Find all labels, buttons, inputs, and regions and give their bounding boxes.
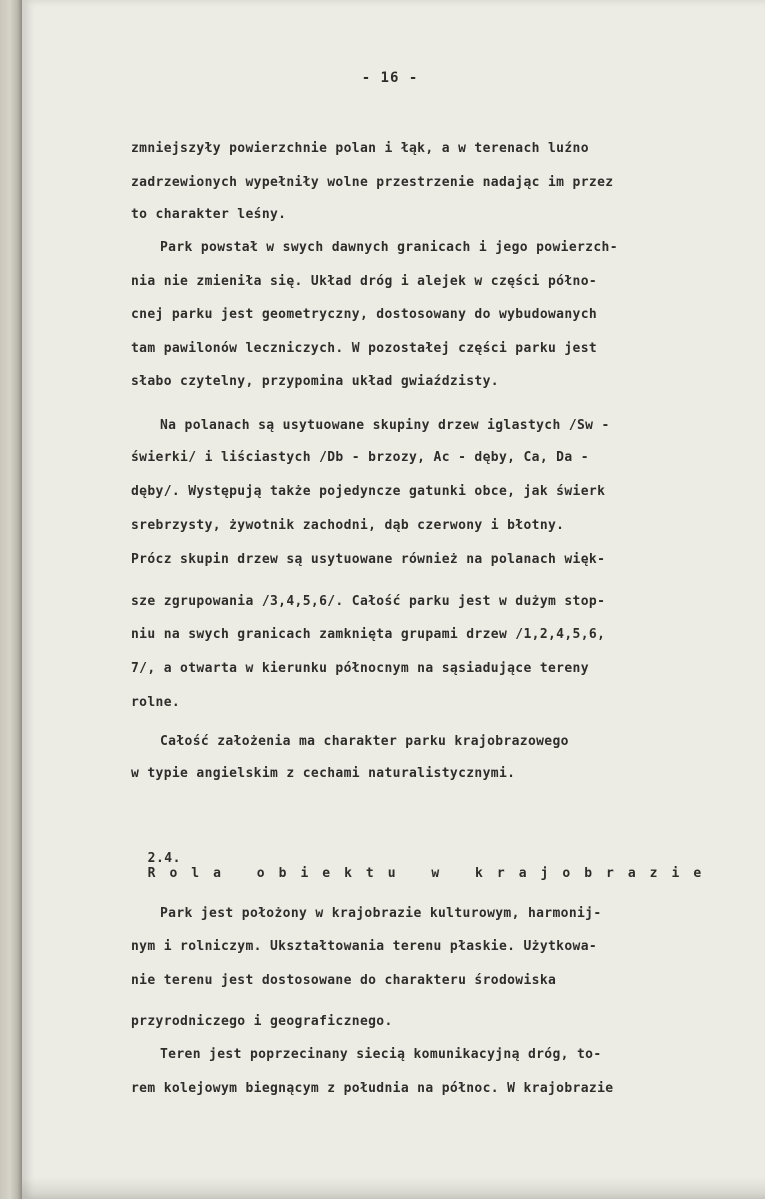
text-line: zadrzewionych wypełniły wolne przestrzenie nadając im przez: [131, 175, 614, 190]
text-line: Park jest położony w krajobrazie kulturowym, harmonij-: [160, 906, 602, 921]
text-line: niu na swych granicach zamknięta grupami drzew /1,2,4,5,6,: [131, 627, 606, 642]
text-line: zmniejszyły powierzchnie polan i łąk, a w terenach luźno: [131, 141, 589, 156]
section-heading: [131, 836, 715, 881]
text-line: cnej parku jest geometryczny, dostosowany do wybudowanych: [131, 307, 598, 322]
page-number: - 16 -: [361, 70, 419, 86]
text-line: tam pawilonów leczniczych. W pozostałej części parku jest: [131, 341, 598, 356]
text-line: srebrzysty, żywotnik zachodni, dąb czerwony i błotny.: [131, 518, 565, 533]
section-number: 2.4.: [147, 851, 181, 866]
text-line: Park powstał w swych dawnych granicach i jego powierzch-: [160, 240, 618, 255]
text-line: rem kolejowym biegnącym z południa na północ. W krajobrazie: [131, 1081, 614, 1096]
text-line: w typie angielskim z cechami naturalistycznymi.: [131, 766, 516, 781]
text-line: rolne.: [131, 695, 181, 710]
text-line: 7/, a otwarta w kierunku północnym na sąsiadujące tereny: [131, 661, 589, 676]
scan-binding-edge: [0, 0, 22, 1199]
text-line: Całość założenia ma charakter parku krajobrazowego: [160, 734, 569, 749]
text-line: Prócz skupin drzew są usytuowane również na polanach więk-: [131, 552, 606, 567]
text-line: Na polanach są usytuowane skupiny drzew iglastych /Sw -: [160, 418, 610, 433]
text-line: nia nie zmieniła się. Układ dróg i alejek w części półno-: [131, 274, 598, 289]
scan-bottom-shadow: [22, 1177, 765, 1199]
text-line: sze zgrupowania /3,4,5,6/. Całość parku jest w dużym stop-: [131, 594, 606, 609]
text-line: dęby/. Występują także pojedyncze gatunki obce, jak świerk: [131, 484, 606, 499]
text-line: nym i rolniczym. Ukształtowania terenu płaskie. Użytkowa-: [131, 939, 598, 954]
text-line: świerki/ i liściastych /Db - brzozy, Ac - dęby, Ca, Da -: [131, 450, 589, 465]
text-line: Teren jest poprzecinany siecią komunikacyjną dróg, to-: [160, 1047, 602, 1062]
text-line: nie terenu jest dostosowane do charakteru środowiska: [131, 973, 557, 988]
section-title: Rola obiektu w krajobrazie: [147, 866, 716, 881]
text-line: to charakter leśny.: [131, 207, 287, 222]
text-line: słabo czytelny, przypomina układ gwiaździsty.: [131, 374, 499, 389]
text-line: przyrodniczego i geograficznego.: [131, 1014, 393, 1029]
